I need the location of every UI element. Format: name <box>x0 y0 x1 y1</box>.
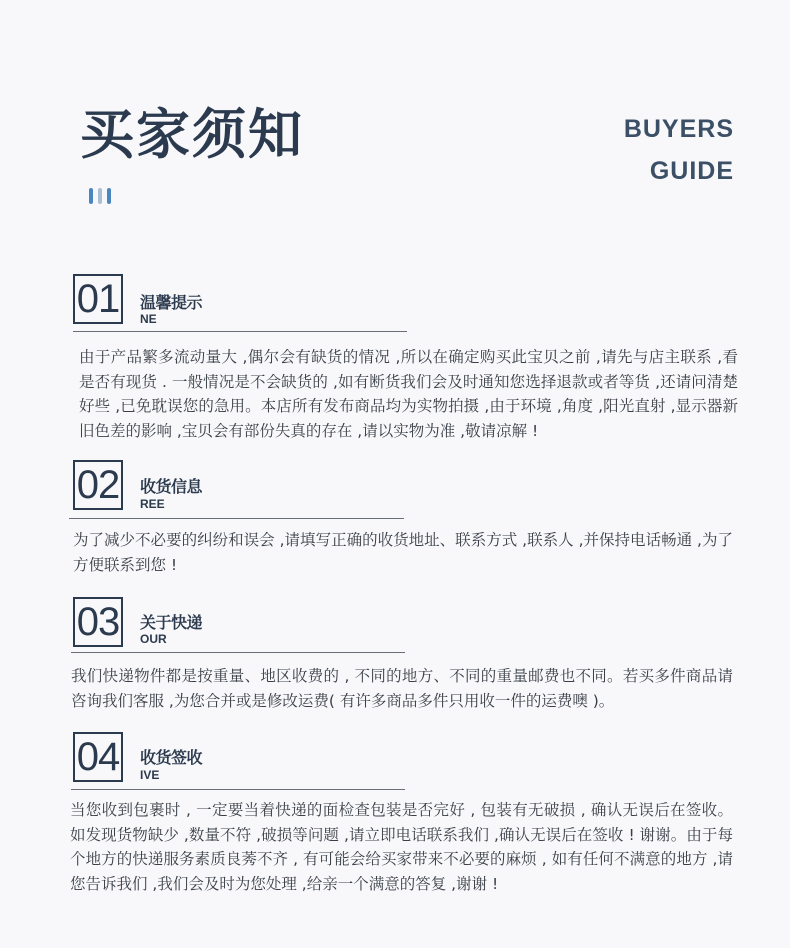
section-title: 收货信息 <box>140 477 203 496</box>
section-divider <box>71 652 405 653</box>
section-number-box: 01 <box>73 274 123 324</box>
section-subtitle: OUR <box>140 632 167 646</box>
section-subtitle: NE <box>140 312 157 326</box>
english-title-line-2: GUIDE <box>649 157 734 185</box>
section-subtitle: REE <box>140 497 165 511</box>
section-body: 为了减少不必要的纠纷和误会 ,请填写正确的收货地址、联系方式 ,联系人 ,并保持电话畅通 ,为了方便联系到您 ! <box>73 531 733 574</box>
english-title <box>624 108 734 192</box>
section-subtitle: IVE <box>140 768 160 782</box>
section-body: 我们快递物件都是按重量、地区收费的 , 不同的地方、不同的重量邮费也不同。若买多件商品请咨询我们客服 ,为您合并或是修改运费( 有许多商品多件只用收一件的运费噢 )。 <box>71 667 733 710</box>
section-title: 收货签收 <box>140 748 203 767</box>
english-title-line-1: BUYERS <box>623 115 734 143</box>
section-body: 当您收到包裹时 , 一定要当着快递的面检查包装是否完好 , 包装有无破损 , 确认无误后在签收。如发现货物缺少 ,数量不符 ,破损等问题 ,请立即电话联系我们 ,确认无误后在签收 ! 谢谢。由于每个地方的快递服务素质良莠不齐 , 有可能会给买家带来不必要的麻烦 , 如有任何不满意的地方 ,请您告诉我们 ,我们会及时为您处理 ,给亲一个满意的答复 ,谢谢 ! <box>70 801 733 893</box>
decorative-bars-icon <box>89 188 113 204</box>
page-title: 买家须知 <box>80 103 304 166</box>
section-divider <box>73 331 407 332</box>
section-title: 温馨提示 <box>140 293 203 312</box>
section-divider <box>71 789 405 790</box>
section-number-box: 02 <box>73 460 123 510</box>
section-divider <box>69 518 404 519</box>
section-body: 由于产品繁多流动量大 ,偶尔会有缺货的情况 ,所以在确定购买此宝贝之前 ,请先与店主联系 ,看是否有现货 . 一般情况是不会缺货的 ,如有断货我们会及时通知您选择退款或者等货 ,还请问清楚好些 ,已免耽误您的急用。本店所有发布商品均为实物拍摄 ,由于环境 ,角度 ,阳光直射 ,显示器新旧色差的影响 ,宝贝会有部份失真的存在 ,请以实物为准 ,敬请凉解 ! <box>79 348 738 440</box>
section-title: 关于快递 <box>140 613 203 632</box>
section-number-box: 03 <box>73 597 123 647</box>
section-number-box: 04 <box>73 732 123 782</box>
